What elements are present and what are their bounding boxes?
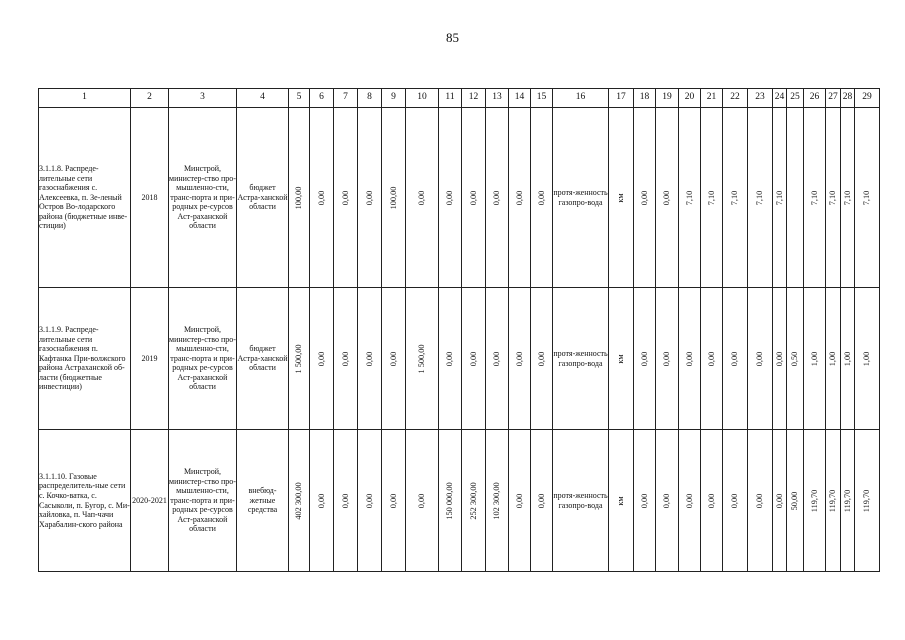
funding-value: 100,00 (388, 186, 398, 209)
indicator-value: 0,00 (706, 493, 716, 508)
funding-value-cell (439, 288, 462, 430)
unit-label: км (616, 353, 626, 364)
header-row (39, 89, 880, 108)
indicator-value: 7,10 (684, 190, 694, 205)
unit-label: км (616, 192, 626, 203)
indicator-name: протя-женность газопро-вода (553, 288, 609, 430)
funding-value-cell (289, 430, 310, 572)
column-header: 5 (289, 89, 310, 108)
indicator-value: 0,00 (639, 493, 649, 508)
indicator-value-cell (679, 430, 701, 572)
indicator-value: 0,00 (774, 493, 784, 508)
column-header: 28 (841, 89, 855, 108)
measure-description: 3.1.1.10. Газовые распределитель-ные сети с. Кочко-ватка, с. Сасыколи, п. Бугор, с. Ми-хайловка, п. Чап-чачи Харабалин-ского района (39, 430, 131, 572)
indicator-value-cell (826, 430, 841, 572)
funding-value-cell (310, 288, 334, 430)
funding-value: 0,00 (364, 351, 374, 366)
funding-source: бюджет Астра-ханской области (237, 108, 289, 288)
indicator-value-cell (826, 108, 841, 288)
indicator-value-cell (855, 430, 880, 572)
funding-value-cell (439, 430, 462, 572)
funding-value: 252 300,00 (468, 481, 478, 520)
funding-value-cell (509, 430, 531, 572)
funding-value: 0,00 (514, 493, 524, 508)
funding-value-cell (382, 288, 406, 430)
indicator-value: 0,00 (755, 351, 765, 366)
page-number: 85 (446, 30, 459, 45)
indicator-value-cell (723, 430, 748, 572)
indicator-value: 119,70 (862, 489, 872, 512)
funding-value-cell (310, 108, 334, 288)
column-header: 25 (787, 89, 804, 108)
funding-value: 100,00 (294, 186, 304, 209)
indicator-value: 1,00 (828, 351, 838, 366)
funding-value: 102 300,00 (492, 481, 502, 520)
indicator-value: 0,00 (662, 493, 672, 508)
indicator-value: 0,00 (730, 351, 740, 366)
indicator-value: 0,50 (790, 351, 800, 366)
funding-value: 1 500,00 (294, 343, 304, 374)
implementation-year: 2020-2021 (131, 430, 169, 572)
funding-value-cell (509, 108, 531, 288)
funding-value-cell (531, 430, 553, 572)
column-header: 9 (382, 89, 406, 108)
funding-value-cell (462, 288, 486, 430)
funding-value-cell (358, 430, 382, 572)
funding-value: 0,00 (316, 493, 326, 508)
funding-value: 1 500,00 (417, 343, 427, 374)
funding-value-cell (486, 430, 509, 572)
indicator-value: 0,00 (662, 351, 672, 366)
column-header: 20 (679, 89, 701, 108)
table-row (39, 108, 880, 288)
column-header: 18 (634, 89, 656, 108)
indicator-value: 7,10 (842, 190, 852, 205)
funding-value: 0,00 (514, 351, 524, 366)
funding-value-cell (289, 288, 310, 430)
indicator-value: 0,00 (774, 351, 784, 366)
indicator-value-cell (787, 288, 804, 430)
implementation-year: 2018 (131, 108, 169, 288)
funding-value-cell (486, 108, 509, 288)
column-header: 10 (406, 89, 439, 108)
funding-value: 0,00 (468, 351, 478, 366)
program-table (38, 88, 880, 572)
indicator-value-cell (841, 430, 855, 572)
indicator-value-cell (701, 108, 723, 288)
funding-value: 0,00 (316, 351, 326, 366)
column-header: 3 (169, 89, 237, 108)
unit-label: км (616, 495, 626, 506)
indicator-value-cell (855, 108, 880, 288)
funding-value: 0,00 (468, 190, 478, 205)
funding-value: 0,00 (536, 351, 546, 366)
funding-value: 0,00 (514, 190, 524, 205)
column-header: 11 (439, 89, 462, 108)
indicator-value: 0,00 (639, 190, 649, 205)
indicator-value-cell (634, 108, 656, 288)
indicator-value-cell (804, 108, 826, 288)
indicator-value-cell (723, 108, 748, 288)
indicator-value: 119,70 (842, 489, 852, 512)
indicator-value: 119,70 (828, 489, 838, 512)
funding-value: 0,00 (536, 493, 546, 508)
funding-value-cell (406, 430, 439, 572)
funding-value: 0,00 (316, 190, 326, 205)
funding-value-cell (289, 108, 310, 288)
funding-value: 0,00 (388, 351, 398, 366)
indicator-value-cell (679, 288, 701, 430)
indicator-value-cell (773, 288, 787, 430)
indicator-value-cell (773, 108, 787, 288)
funding-value: 0,00 (492, 351, 502, 366)
indicator-value-cell (841, 108, 855, 288)
funding-value-cell (334, 430, 358, 572)
indicator-value-cell (855, 288, 880, 430)
funding-value-cell (531, 288, 553, 430)
column-header: 26 (804, 89, 826, 108)
column-header: 17 (609, 89, 634, 108)
funding-source: бюджет Астра-ханской области (237, 288, 289, 430)
indicator-value-cell (787, 430, 804, 572)
table-row (39, 288, 880, 430)
column-header: 22 (723, 89, 748, 108)
indicator-value-cell (748, 108, 773, 288)
responsible-executor: Минстрой, министер-ство про-мышленно-сти, транс-порта и при-родных ре-сурсов Аст-раханской области (169, 288, 237, 430)
funding-value-cell (486, 288, 509, 430)
funding-value: 0,00 (417, 493, 427, 508)
column-header: 6 (310, 89, 334, 108)
indicator-value-cell (723, 288, 748, 430)
indicator-value: 1,00 (862, 351, 872, 366)
funding-value-cell (406, 108, 439, 288)
indicator-name: протя-женность газопро-вода (553, 430, 609, 572)
funding-value: 150 000,00 (445, 481, 455, 520)
column-header: 13 (486, 89, 509, 108)
table-row (39, 430, 880, 572)
funding-value: 0,00 (340, 493, 350, 508)
funding-value: 0,00 (340, 190, 350, 205)
indicator-value-cell (656, 430, 679, 572)
indicator-value-cell (787, 108, 804, 288)
indicator-value-cell (701, 288, 723, 430)
funding-value: 0,00 (340, 351, 350, 366)
indicator-value-cell (701, 430, 723, 572)
unit-label-cell (609, 108, 634, 288)
implementation-year: 2019 (131, 288, 169, 430)
indicator-value-cell (841, 288, 855, 430)
measure-description: 3.1.1.8. Распреде-лительные сети газоснабжения с. Алексеевка, п. Зе-леный Остров Во-лодарского района (бюджетные инве-стиции) (39, 108, 131, 288)
funding-value-cell (382, 108, 406, 288)
indicator-value-cell (804, 430, 826, 572)
indicator-value: 7,10 (809, 190, 819, 205)
funding-value: 0,00 (364, 190, 374, 205)
indicator-value: 7,10 (730, 190, 740, 205)
indicator-value: 0,00 (684, 493, 694, 508)
indicator-value: 50,00 (790, 491, 800, 510)
indicator-value-cell (634, 430, 656, 572)
indicator-value-cell (826, 288, 841, 430)
indicator-value: 0,00 (639, 351, 649, 366)
column-header: 24 (773, 89, 787, 108)
indicator-value: 0,00 (706, 351, 716, 366)
column-header: 12 (462, 89, 486, 108)
column-header: 27 (826, 89, 841, 108)
indicator-value: 119,70 (809, 489, 819, 512)
column-header: 29 (855, 89, 880, 108)
unit-label-cell (609, 430, 634, 572)
measure-description: 3.1.1.9. Распреде-лительные сети газоснабжения п. Кафтанка При-волжского района Астраханской об-ласти (бюджетные инвестиции) (39, 288, 131, 430)
funding-value-cell (462, 430, 486, 572)
column-header: 19 (656, 89, 679, 108)
funding-value-cell (531, 108, 553, 288)
responsible-executor: Минстрой, министер-ство про-мышленно-сти, транс-порта и при-родных ре-сурсов Аст-раханской области (169, 108, 237, 288)
column-header: 8 (358, 89, 382, 108)
funding-value: 0,00 (536, 190, 546, 205)
funding-value-cell (358, 108, 382, 288)
funding-value-cell (509, 288, 531, 430)
funding-value: 0,00 (388, 493, 398, 508)
column-header: 23 (748, 89, 773, 108)
indicator-value-cell (804, 288, 826, 430)
column-header: 7 (334, 89, 358, 108)
indicator-value: 0,00 (730, 493, 740, 508)
indicator-value-cell (634, 288, 656, 430)
funding-value-cell (439, 108, 462, 288)
indicator-value: 0,00 (662, 190, 672, 205)
funding-value-cell (382, 430, 406, 572)
indicator-value-cell (748, 288, 773, 430)
column-header: 4 (237, 89, 289, 108)
indicator-name: протя-женность газопро-вода (553, 108, 609, 288)
column-header: 15 (531, 89, 553, 108)
responsible-executor: Минстрой, министер-ство про-мышленно-сти, транс-порта и при-родных ре-сурсов Аст-раханской области (169, 430, 237, 572)
indicator-value: 7,10 (862, 190, 872, 205)
indicator-value: 7,10 (828, 190, 838, 205)
funding-value-cell (310, 430, 334, 572)
funding-value-cell (358, 288, 382, 430)
column-header: 2 (131, 89, 169, 108)
indicator-value: 7,10 (706, 190, 716, 205)
column-header: 16 (553, 89, 609, 108)
unit-label-cell (609, 288, 634, 430)
funding-value: 0,00 (492, 190, 502, 205)
indicator-value: 0,00 (755, 493, 765, 508)
funding-value: 0,00 (445, 351, 455, 366)
column-header: 14 (509, 89, 531, 108)
column-header: 1 (39, 89, 131, 108)
indicator-value-cell (773, 430, 787, 572)
indicator-value: 0,00 (684, 351, 694, 366)
indicator-value-cell (748, 430, 773, 572)
indicator-value-cell (656, 288, 679, 430)
funding-value-cell (334, 108, 358, 288)
indicator-value-cell (679, 108, 701, 288)
indicator-value: 7,10 (755, 190, 765, 205)
indicator-value: 7,10 (774, 190, 784, 205)
funding-value: 0,00 (445, 190, 455, 205)
indicator-value: 1,00 (842, 351, 852, 366)
indicator-value: 1,00 (809, 351, 819, 366)
funding-value: 0,00 (417, 190, 427, 205)
funding-value: 402 300,00 (294, 481, 304, 520)
funding-value-cell (406, 288, 439, 430)
column-header: 21 (701, 89, 723, 108)
indicator-value-cell (656, 108, 679, 288)
funding-value-cell (334, 288, 358, 430)
funding-value: 0,00 (364, 493, 374, 508)
funding-source: внебюд-жетные средства (237, 430, 289, 572)
funding-value-cell (462, 108, 486, 288)
